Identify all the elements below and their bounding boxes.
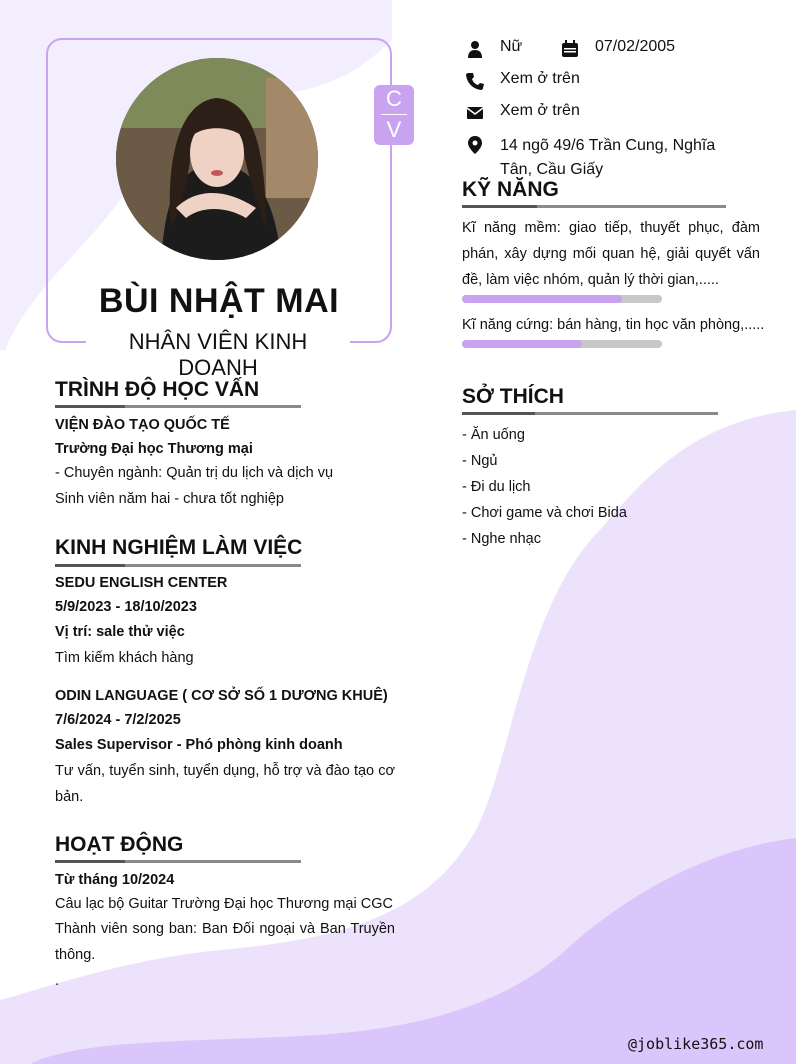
watermark: @joblike365.com <box>628 1035 764 1053</box>
skills-underline <box>462 205 726 208</box>
job-company: SEDU ENGLISH CENTER <box>55 575 228 591</box>
contact-dob <box>561 38 675 58</box>
education-status: Sinh viên năm hai - chưa tốt nghiệp <box>55 491 284 507</box>
hobby-item: - Nghe nhạc <box>462 531 541 547</box>
job-position: Sales Supervisor - Phó phòng kinh doanh <box>55 737 343 753</box>
job-position: Vị trí: sale thử việc <box>55 624 185 640</box>
hobby-item: - Ăn uống <box>462 427 525 443</box>
education-underline <box>55 405 301 408</box>
mail-icon <box>466 104 484 122</box>
activities-dot: . <box>55 973 60 989</box>
contact-phone <box>466 70 580 90</box>
education-heading: TRÌNH ĐỘ HỌC VẤN <box>55 378 260 401</box>
experience-job-1 <box>55 571 395 671</box>
hobbies-heading: SỞ THÍCH <box>462 385 564 408</box>
person-icon <box>466 40 484 58</box>
skills-heading: KỸ NĂNG <box>462 178 559 201</box>
activities-club: Câu lạc bộ Guitar Trường Đại học Thương mại CGC <box>55 896 393 912</box>
cv-letter-v: V <box>386 117 402 142</box>
avatar <box>116 58 318 260</box>
cv-letter-c: C <box>386 86 402 111</box>
phone-text: Xem ở trên <box>500 70 580 87</box>
skills-soft-bar <box>462 295 662 303</box>
location-icon <box>466 136 484 154</box>
candidate-name: BÙI NHẬT MAI <box>98 282 340 320</box>
hobbies-underline <box>462 412 718 415</box>
job-title: NHÂN VIÊN KINH DOANH <box>86 329 350 381</box>
activities-block <box>55 868 395 994</box>
activities-since: Từ tháng 10/2024 <box>55 872 175 888</box>
experience-heading: KINH NGHIỆM LÀM VIỆC <box>55 536 303 559</box>
education-block <box>55 412 395 512</box>
address-line-1: 14 ngõ 49/6 Trần Cung, Nghĩa <box>500 137 716 154</box>
skills-hard-bar-fill <box>462 340 582 348</box>
address-line-2: Tân, Cầu Giấy <box>500 161 604 178</box>
contact-gender <box>466 38 522 58</box>
gender-text: Nữ <box>500 38 523 55</box>
contact-address <box>466 134 715 182</box>
phone-icon <box>466 72 484 90</box>
education-org: VIỆN ĐÀO TẠO QUỐC TẾ <box>55 417 230 433</box>
education-major: - Chuyên ngành: Quản trị du lịch và dịch vụ <box>55 465 334 481</box>
experience-underline <box>55 564 301 567</box>
contact-email <box>466 102 580 122</box>
job-desc: Tìm kiếm khách hàng <box>55 650 194 666</box>
hobby-item: - Ngủ <box>462 453 498 469</box>
education-school: Trường Đại học Thương mại <box>55 441 253 457</box>
experience-job-2 <box>55 684 395 810</box>
job-period: 5/9/2023 - 18/10/2023 <box>55 599 197 615</box>
job-company: ODIN LANGUAGE ( CƠ SỞ SỐ 1 DƯƠNG KHUÊ) <box>55 688 388 704</box>
activities-heading: HOẠT ĐỘNG <box>55 833 184 856</box>
job-desc: Tư vấn, tuyển sinh, tuyển dụng, hỗ trợ và đào tạo cơ bản. <box>55 763 395 805</box>
skills-hard-text: Kĩ năng cứng: bán hàng, tin học văn phòng,..... <box>462 317 765 333</box>
dob-text: 07/02/2005 <box>595 38 676 55</box>
hobbies-list <box>462 422 762 552</box>
skills-soft-bar-fill <box>462 295 622 303</box>
email-text: Xem ở trên <box>500 102 580 119</box>
skills-hard-bar <box>462 340 662 348</box>
hobby-item: - Chơi game và chơi Bida <box>462 505 627 521</box>
job-period: 7/6/2024 - 7/2/2025 <box>55 712 181 728</box>
activities-role: Thành viên song ban: Ban Đối ngoại và Ban Truyền thông. <box>55 921 395 963</box>
calendar-icon <box>561 40 579 58</box>
hobby-item: - Đi du lịch <box>462 479 531 495</box>
cv-badge <box>374 85 414 145</box>
activities-underline <box>55 860 301 863</box>
skills-soft-text: Kĩ năng mềm: giao tiếp, thuyết phục, đàm phán, xây dựng mối quan hệ, giải quyết vấn đề, làm việc nhóm, quản lý thời gian,..... <box>462 220 760 288</box>
